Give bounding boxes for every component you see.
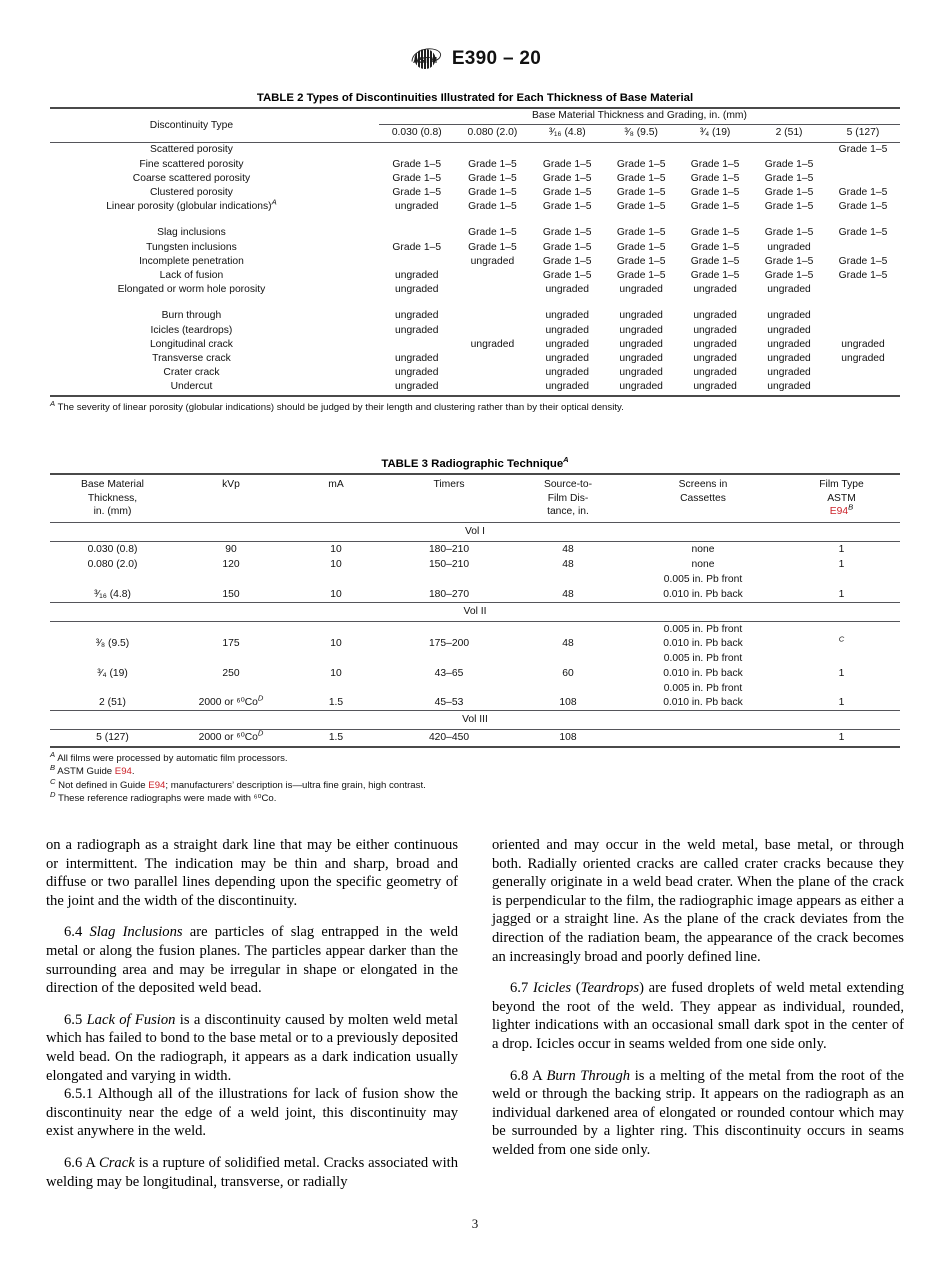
film-type-cell: 1 [838, 543, 845, 555]
distance-cell: 48 [562, 543, 574, 555]
screens-cell: 0.005 in. Pb front [663, 624, 743, 635]
ma-cell: 10 [330, 559, 342, 571]
hdr-line: ASTM [827, 492, 856, 504]
grade-cell: Grade 1–5 [542, 270, 592, 282]
grade-cell: Grade 1–5 [690, 227, 740, 239]
volume-section-title: Vol I [464, 525, 486, 537]
table-row [50, 143, 900, 158]
grade-cell [455, 269, 531, 283]
grade-cell: ungraded [545, 310, 589, 322]
grade-cell: Grade 1–5 [392, 158, 442, 170]
distance-cell: 48 [562, 638, 574, 650]
hdr-line: Timers [433, 479, 465, 490]
hdr-line: Film Type [819, 479, 864, 490]
grade-cell: Grade 1–5 [468, 227, 517, 239]
table-row [50, 352, 900, 366]
table-3-col-timers [385, 474, 513, 522]
ma-cell: 1.5 [328, 732, 344, 744]
discontinuity-type-cell: Tungsten inclusions [146, 241, 237, 253]
grade-cell: ungraded [619, 367, 663, 379]
table-row [50, 366, 900, 380]
grade-cell [826, 309, 900, 323]
table-row [50, 186, 900, 200]
discontinuity-type-cell: Icicles (teardrops) [150, 324, 233, 336]
discontinuity-type-cell: Lack of fusion [159, 270, 224, 282]
timers-cell: 175–200 [428, 638, 470, 650]
grade-cell: Grade 1–5 [542, 172, 592, 184]
grade-cell: ungraded [767, 310, 811, 322]
discontinuity-type-cell: Longitudinal crack [149, 338, 233, 350]
footnote-marker: D [50, 790, 56, 800]
grade-cell [826, 241, 900, 255]
table-row [50, 158, 900, 172]
grade-cell: Grade 1–5 [690, 187, 740, 199]
footnote: $^C$ Not defined in Guide E94; manufacturers’ description is—ultra fine grain, high contrast. [50, 776, 426, 791]
grade-cell: ungraded [693, 338, 737, 350]
table-row [50, 557, 900, 572]
grade-cell: Grade 1–5 [690, 158, 740, 170]
thickness-cell: 0.080 (2.0) [87, 559, 138, 571]
grade-cell: Grade 1–5 [690, 172, 740, 184]
svg-text:ASTM: ASTM [412, 55, 437, 65]
ma-cell: 10 [330, 543, 342, 555]
table-row [50, 324, 900, 338]
table-row [50, 172, 900, 186]
table-row [50, 255, 900, 269]
table-row-spacer [50, 297, 900, 309]
thickness-cell: ³⁄₈ (9.5) [95, 638, 130, 650]
screens-cell: 0.010 in. Pb back [663, 667, 743, 679]
grade-cell [379, 143, 455, 158]
grade-cell: ungraded [394, 270, 439, 282]
hdr-line: Base Material [81, 479, 144, 490]
footnote-marker: A [271, 197, 277, 207]
footnote: $^A$ All films were processed by automatic film processors. [50, 749, 288, 764]
ma-cell: 10 [330, 588, 342, 600]
table-2-col-0: 0.030 (0.8) [379, 125, 455, 143]
grade-cell: ungraded [841, 353, 885, 365]
grade-cell: ungraded [693, 367, 737, 379]
table-row [50, 541, 900, 557]
timers-cell: 180–210 [428, 543, 470, 555]
footnote-marker: C [50, 776, 56, 786]
grade-cell [455, 283, 531, 297]
table-row [50, 309, 900, 323]
grade-cell: ungraded [619, 353, 663, 365]
table-2-col-5: 2 (51) [752, 125, 826, 143]
screens-cell: 0.005 in. Pb front [663, 682, 743, 694]
volume-section-header-row [50, 602, 900, 621]
table-2-group-header-row [50, 108, 900, 125]
kvp-cell: 250 [222, 667, 240, 679]
table-2-body [50, 143, 900, 396]
kvp-cell: 2000 or ⁶⁰Co$^D$ [198, 693, 264, 709]
grade-cell: ungraded [693, 310, 737, 322]
table-row [50, 200, 900, 214]
grade-cell: Grade 1–5 [616, 158, 666, 170]
grade-cell: ungraded [394, 324, 439, 336]
discontinuity-type-cell: Linear porosity (globular indications)$^A$ [106, 197, 277, 213]
para-6-8: 6.8 A Burn Through is a melting of the metal from the root of the weld or through the backing strip. It appears on the radiograph as an individual darkened area of elongated or rounded contour which may be surrounded by a lighter ring. This discontinuity occurs in seams welded from one side only. [492, 1067, 905, 1158]
screens-cell [623, 730, 783, 747]
thickness-cell: 5 (127) [96, 732, 129, 744]
grade-cell: ungraded [693, 353, 737, 365]
grade-cell: Grade 1–5 [838, 255, 888, 267]
table-2-caption: TABLE 2 Types of Discontinuities Illustrated for Each Thickness of Base Material [256, 92, 694, 104]
footnote-marker: B [50, 763, 56, 773]
table-3-col-film-type [783, 474, 900, 522]
grade-cell: Grade 1–5 [542, 158, 592, 170]
grade-cell: Grade 1–5 [468, 187, 517, 199]
grade-cell: ungraded [767, 353, 811, 365]
grade-cell [455, 352, 531, 366]
volume-section-header-row [50, 522, 900, 541]
thickness-cell: ³⁄₁₆ (4.8) [94, 588, 131, 600]
hdr-line: Source-to- [543, 479, 593, 490]
astm-logo [409, 46, 443, 72]
hdr-line: Cassettes [680, 492, 726, 504]
grade-cell: Grade 1–5 [392, 187, 442, 199]
film-type-cell: 1 [838, 559, 845, 571]
distance-cell: 48 [562, 588, 574, 600]
footnote-marker: A [50, 398, 56, 408]
distance-cell: 60 [562, 667, 574, 679]
grade-cell: ungraded [545, 367, 589, 379]
grade-cell: ungraded [394, 367, 439, 379]
table-2-col-2: ³⁄₁₆ (4.8) [530, 125, 604, 143]
table-3-footnotes [50, 749, 900, 806]
ma-cell: 10 [330, 638, 342, 650]
kvp-cell: 2000 or ⁶⁰Co$^D$ [198, 729, 264, 744]
grade-cell [455, 366, 531, 380]
table-3-col-ma [287, 474, 385, 522]
table-3 [50, 473, 900, 748]
table-3-caption-footnote-marker: A [563, 455, 569, 465]
grade-cell: ungraded [619, 310, 663, 322]
grade-cell: Grade 1–5 [764, 172, 814, 184]
kvp-cell: 120 [222, 559, 240, 571]
hdr-line: mA [328, 479, 344, 490]
footnote-marker: D [257, 729, 264, 738]
volume-section-title: Vol III [462, 714, 488, 726]
timers-cell: 45–53 [434, 697, 464, 709]
film-type-footnote-marker: B [848, 502, 854, 512]
grade-cell: ungraded [394, 353, 439, 365]
ma-cell: 1.5 [328, 697, 344, 709]
para-6-5: 6.5 Lack of Fusion is a discontinuity caused by molten weld metal which has failed to bond to the base metal or to a previously deposited weld bead. On the radiograph, it appears as a dark indication usually elongated and varying in width. [46, 1011, 458, 1084]
screens-cell: 0.005 in. Pb front [663, 653, 743, 665]
timers-cell: 43–65 [434, 667, 464, 679]
grade-cell [826, 158, 900, 172]
discontinuity-type-cell: Slag inclusions [157, 227, 226, 239]
screens-cell: 0.005 in. Pb front [663, 574, 743, 586]
grade-cell: Grade 1–5 [542, 255, 592, 267]
grade-cell: Grade 1–5 [542, 201, 592, 213]
para-6-6-continued: oriented and may occur in the weld metal, base metal, or through both. Radially oriented cracks are called crater cracks because they generally originate in a weld bead crater. When the plane of the crack is perpendicular to the film, the radiographic image appears as either a jagged or a straight line. As the plane of the crack deviates from the direction of the radiation beam, the appearance of the crack becomes an increasingly broad and poorly defined line. [492, 837, 904, 965]
hdr-line: kVp [222, 479, 240, 490]
e94-link[interactable]: E94 [148, 779, 166, 791]
grade-cell [530, 143, 604, 158]
grade-cell: ungraded [693, 381, 737, 393]
table-2-col-4: ³⁄₄ (19) [678, 125, 752, 143]
table-3-caption-text: TABLE 3 Radiographic Technique [381, 458, 564, 470]
table-row-spacer [50, 214, 900, 226]
grade-cell [826, 172, 900, 186]
grade-cell: ungraded [767, 284, 811, 296]
table-3-col-distance [513, 474, 623, 522]
para-continued: on a radiograph as a straight dark line that may be either continuous or intermittent. The indication may be thin and sharp, broad and diffuse or two parallel lines depending upon the specific geometry of the joint and the width of the discontinuity. [46, 837, 458, 909]
grade-cell: ungraded [470, 338, 515, 350]
grade-cell: Grade 1–5 [616, 187, 666, 199]
screens-cell: 0.010 in. Pb back [663, 588, 743, 600]
footnote-marker: A [50, 749, 56, 759]
film-type-cell: 1 [838, 667, 845, 679]
table-row [50, 380, 900, 395]
grade-cell [379, 338, 455, 352]
grade-cell: Grade 1–5 [392, 172, 442, 184]
grade-cell: Grade 1–5 [542, 187, 592, 199]
table-3-col-kvp [175, 474, 287, 522]
hdr-line: Film Dis- [547, 492, 589, 504]
grade-cell: Grade 1–5 [838, 270, 888, 282]
grade-cell: ungraded [767, 241, 811, 253]
grade-cell: Grade 1–5 [616, 270, 666, 282]
grade-cell: ungraded [545, 284, 589, 296]
grade-cell: ungraded [841, 338, 885, 350]
table-row [50, 730, 900, 747]
screens-cell: none [691, 543, 715, 555]
footnote-marker: D [257, 693, 264, 703]
body-column-right [492, 836, 904, 1160]
discontinuity-type-cell: Coarse scattered porosity [132, 172, 251, 184]
grade-cell: Grade 1–5 [838, 144, 888, 156]
table-2-col-6: 5 (127) [826, 125, 900, 143]
film-type-cell: 1 [838, 588, 845, 600]
grade-cell: Grade 1–5 [838, 227, 888, 239]
footnote: $^D$ These reference radiographs were made with ⁶⁰Co. [50, 790, 277, 805]
kvp-cell: 90 [225, 543, 237, 555]
screens-cell: 0.010 in. Pb back [663, 638, 743, 650]
table-row [50, 622, 900, 638]
para-6-7: 6.7 Icicles (Teardrops) are fused droplets of weld metal extending beyond the root of the weld. They appear as individual, rounded, lighter indications with an occasional small dark spot in the center of a drop. Icicles occur in seams welded from one side only. [492, 980, 904, 1052]
table-2-group-header: Base Material Thickness and Grading, in. (mm) [531, 110, 747, 121]
grade-cell: Grade 1–5 [616, 241, 666, 253]
discontinuity-type-cell: Crater crack [163, 367, 220, 379]
table-3-container [50, 455, 900, 806]
discontinuity-type-cell: Incomplete penetration [139, 255, 244, 267]
grade-cell: ungraded [693, 284, 737, 296]
grade-cell: ungraded [545, 381, 589, 393]
grade-cell: ungraded [619, 284, 663, 296]
grade-cell: ungraded [619, 338, 663, 350]
table-row [50, 269, 900, 283]
grade-cell: Grade 1–5 [468, 201, 517, 213]
grade-cell: Grade 1–5 [468, 172, 517, 184]
grade-cell: Grade 1–5 [764, 255, 814, 267]
grade-cell [826, 283, 900, 297]
distance-cell: 48 [562, 559, 574, 571]
grade-cell: ungraded [394, 284, 439, 296]
table-row [50, 283, 900, 297]
grade-cell: ungraded [693, 324, 737, 336]
grade-cell: Grade 1–5 [764, 270, 814, 282]
table-row [50, 651, 900, 666]
table-2-head [50, 108, 900, 143]
volume-section-header-row [50, 711, 900, 730]
screens-cell: 0.010 in. Pb back [663, 697, 743, 709]
footnote-marker: C [838, 634, 845, 644]
table-2-footnotes [50, 398, 900, 415]
discontinuity-type-cell: Transverse crack [152, 353, 231, 365]
table-2-row-header-label: Discontinuity Type [149, 119, 234, 131]
grade-cell: ungraded [470, 255, 515, 267]
hdr-line: Thickness, [87, 492, 138, 504]
grade-cell: ungraded [545, 338, 589, 350]
table-2 [50, 107, 900, 397]
grade-cell: Grade 1–5 [690, 201, 740, 213]
discontinuity-type-cell: Undercut [170, 381, 213, 393]
grade-cell: Grade 1–5 [764, 227, 814, 239]
grade-cell: Grade 1–5 [690, 241, 740, 253]
grade-cell: ungraded [619, 381, 663, 393]
grade-cell: Grade 1–5 [542, 241, 592, 253]
grade-cell: ungraded [545, 324, 589, 336]
grade-cell [379, 226, 455, 240]
grade-cell: ungraded [619, 324, 663, 336]
para-6-4: 6.4 Slag Inclusions are particles of slag entrapped in the weld metal or along the fusion planes. The particles appear darker than the surrounding area and may be irregular in shape or elongated in the direction of the deposited weld bead. [46, 924, 459, 997]
grade-cell: Grade 1–5 [690, 255, 740, 267]
film-type-cell: 1 [838, 697, 845, 709]
grade-cell: Grade 1–5 [392, 241, 442, 253]
table-row [50, 572, 900, 587]
timers-cell: 150–210 [428, 559, 470, 571]
grade-cell [455, 324, 531, 338]
table-2-col-1: 0.080 (2.0) [455, 125, 531, 143]
grade-cell [455, 143, 531, 158]
grade-cell: Grade 1–5 [838, 187, 888, 199]
kvp-cell: 175 [222, 638, 240, 650]
grade-cell [455, 309, 531, 323]
screens-cell: none [691, 559, 715, 571]
grade-cell [826, 380, 900, 395]
table-3-col-screens [623, 474, 783, 522]
table-row [50, 241, 900, 255]
footnote: $^A$ The severity of linear porosity (globular indications) should be judged by their length and clustering rather than by their optical density. [50, 398, 624, 413]
hdr-line: Screens in [678, 479, 728, 490]
grade-cell: Grade 1–5 [690, 270, 740, 282]
grade-cell: Grade 1–5 [616, 255, 666, 267]
discontinuity-type-cell: Scattered porosity [149, 144, 233, 156]
running-head [0, 46, 950, 72]
grade-cell: Grade 1–5 [616, 172, 666, 184]
grade-cell: ungraded [394, 381, 439, 393]
table-3-head [50, 474, 900, 522]
ma-cell: 10 [330, 667, 342, 679]
discontinuity-type-cell: Elongated or worm hole porosity [117, 284, 266, 296]
hdr-line: tance, in. [547, 506, 589, 518]
timers-cell: 180–270 [428, 588, 470, 600]
thickness-cell: 2 (51) [99, 697, 126, 709]
discontinuity-type-cell: Burn through [161, 310, 222, 322]
grade-cell [678, 143, 752, 158]
grade-cell: Grade 1–5 [468, 241, 517, 253]
footnote: $^B$ ASTM Guide E94. [50, 763, 135, 778]
grade-cell: ungraded [767, 367, 811, 379]
grade-cell: ungraded [394, 310, 439, 322]
grade-cell: ungraded [394, 201, 439, 213]
table-2-col-3: ³⁄₈ (9.5) [604, 125, 678, 143]
distance-cell: 108 [559, 697, 577, 709]
grade-cell [826, 366, 900, 380]
grade-cell: ungraded [767, 324, 811, 336]
distance-cell: 108 [559, 732, 577, 744]
table-3-body [50, 522, 900, 746]
film-type-cell: 1 [838, 732, 845, 744]
standard-designation: E390 – 20 [451, 48, 542, 69]
discontinuity-type-cell: Fine scattered porosity [139, 158, 244, 170]
grade-cell: Grade 1–5 [838, 201, 888, 213]
table-3-col-thickness [50, 474, 175, 522]
volume-section-title: Vol II [463, 605, 487, 617]
table-3-column-header-row [50, 474, 900, 522]
hdr-line: in. (mm) [93, 506, 132, 518]
grade-cell [826, 324, 900, 338]
grade-cell [604, 143, 678, 158]
body-column-left [46, 836, 458, 1191]
grade-cell: ungraded [767, 338, 811, 350]
grade-cell [752, 143, 826, 158]
table-row [50, 681, 900, 696]
timers-cell: 420–450 [428, 732, 470, 744]
para-6-6: 6.6 A Crack is a rupture of solidified metal. Cracks associated with welding may be longitudinal, transverse, or radially [46, 1154, 459, 1190]
kvp-cell: 150 [222, 588, 240, 600]
grade-cell: Grade 1–5 [764, 201, 814, 213]
grade-cell [455, 380, 531, 395]
e94-link[interactable]: E94 [829, 506, 849, 518]
thickness-cell: ³⁄₄ (19) [97, 667, 128, 679]
table-2-container [50, 92, 900, 414]
e94-link[interactable]: E94 [114, 766, 132, 778]
grade-cell: Grade 1–5 [616, 201, 666, 213]
grade-cell: ungraded [545, 353, 589, 365]
table-3-caption [50, 455, 900, 470]
para-6-5-1: 6.5.1 Although all of the illustrations for lack of fusion show the discontinuity near the edge of a weld joint, this discontinuity may exist anywhere in the weld. [46, 1086, 458, 1140]
discontinuity-type-cell: Clustered porosity [149, 187, 233, 199]
grade-cell: ungraded [767, 381, 811, 393]
grade-cell: Grade 1–5 [468, 158, 517, 170]
grade-cell: Grade 1–5 [764, 187, 814, 199]
film-type-cell [783, 622, 900, 652]
page-number: 3 [471, 1216, 479, 1231]
grade-cell: Grade 1–5 [616, 227, 666, 239]
thickness-cell: 0.030 (0.8) [87, 543, 138, 555]
grade-cell: Grade 1–5 [542, 227, 592, 239]
table-row [50, 226, 900, 240]
table-row [50, 338, 900, 352]
grade-cell: Grade 1–5 [764, 158, 814, 170]
grade-cell [379, 255, 455, 269]
